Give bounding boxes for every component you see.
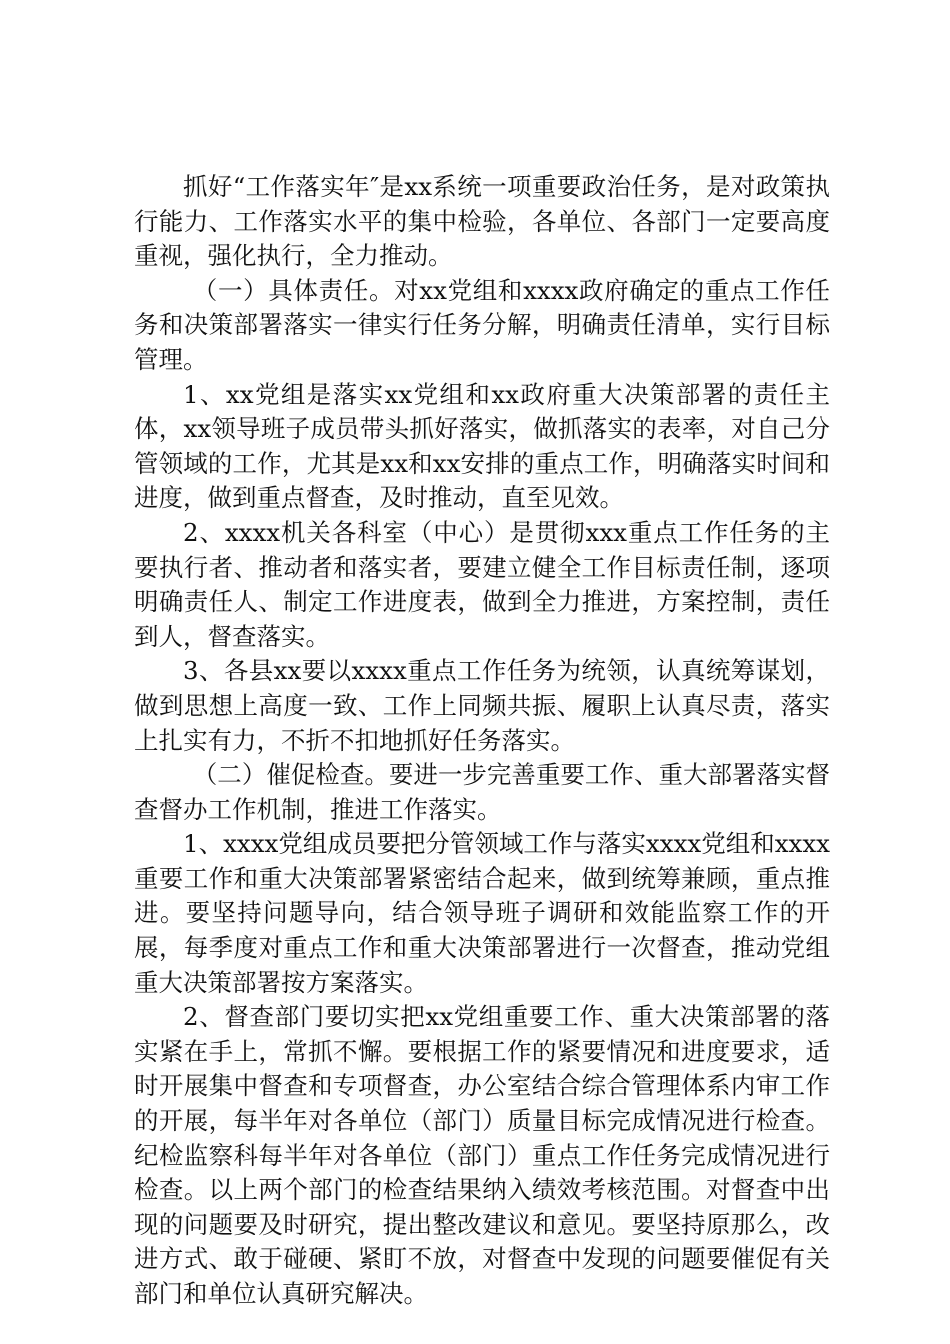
paragraph-intro: 抓好“工作落实年″是xx系统一项重要政治任务，是对政策执行能力、工作落实水平的集中检验，各单位、各部门一定要高度重视，强化执行，全力推动。: [134, 172, 830, 271]
paragraph-supervision-item-2: 2、督查部门要切实把xx党组重要工作、重大决策部署的落实紧在手上，常抓不懈。要根据工作的紧要情况和进度要求，适时开展集中督查和专项督查，办公室结合综合管理体系内审工作的开展，每半年对各单位（部门）质量目标完成情况进行检查。纪检监察科每半年对各单位（部门）重点工作任务完成情况进行检查。以上两个部门的检查结果纳入绩效考核范围。对督查中出现的问题要及时研究，提出整改建议和意见。要坚持原那么，改进方式、敢于碰硬、紧盯不放，对督查中发现的问题要催促有关部门和单位认真研究解决。: [134, 1002, 830, 1308]
paragraph-supervision-item-1: 1、xxxx党组成员要把分管领域工作与落实xxxx党组和xxxx重要工作和重大决策部署紧密结合起来，做到统筹兼顾，重点推进。要坚持问题导向，结合领导班子调研和效能监察工作的开展，每季度对重点工作和重大决策部署进行一次督查，推动党组重大决策部署按方案落实。: [134, 829, 830, 997]
document-body: [134, 170, 830, 1312]
section-heading-specific-responsibility: （一）具体责任。对xx党组和xxxx政府确定的重点工作任务和决策部署落实一律实行任务分解，明确责任清单，实行目标管理。: [134, 275, 830, 374]
paragraph-item-3: 3、各县xx要以xxxx重点工作任务为统领，认真统筹谋划，做到思想上高度一致、工作上同频共振、履职上认真尽责，落实上扎实有力，不折不扣地抓好任务落实。: [134, 656, 830, 755]
section-heading-supervision: （二）催促检查。要进一步完善重要工作、重大部署落实督查督办工作机制，推进工作落实。: [134, 760, 830, 824]
paragraph-item-1: 1、xx党组是落实xx党组和xx政府重大决策部署的责任主体，xx领导班子成员带头抓好落实，做抓落实的表率，对自己分管领域的工作，尤其是xx和xx安排的重点工作，明确落实时间和进度，做到重点督查，及时推动，直至见效。: [134, 379, 830, 513]
paragraph-item-2: 2、xxxx机关各科室（中心）是贯彻xxx重点工作任务的主要执行者、推动者和落实者，要建立健全工作目标责任制，逐项明确责任人、制定工作进度表，做到全力推进，方案控制，责任到人，督查落实。: [134, 517, 830, 651]
